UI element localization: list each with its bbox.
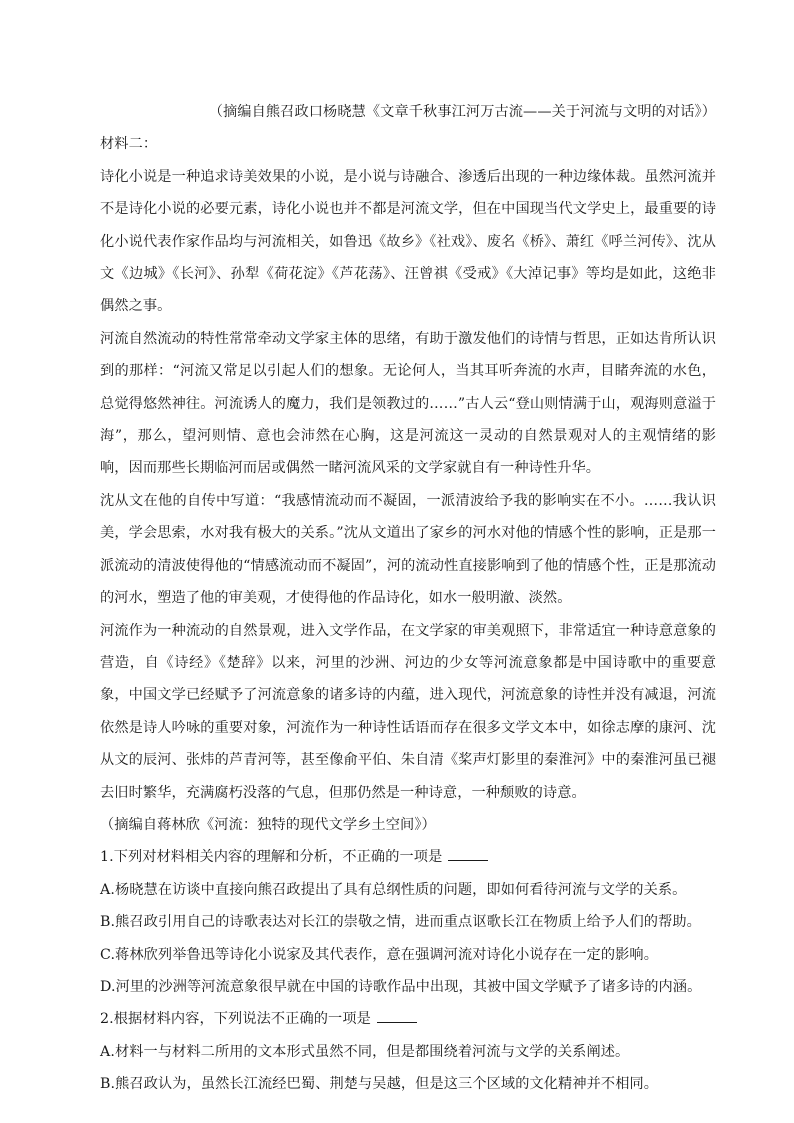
question-2-option-a: A.材料一与材料二所用的文本形式虽然不同，但是都围绕着河流与文学的关系阐述。 [100,1043,630,1060]
question-1-option-d: D.河里的沙洲等河流意象很早就在中国的诗歌作品中出现，其被中国文学赋予了诸多诗的内涵。 [100,978,702,995]
paragraph-1: 诗化小说是一种追求诗美效果的小说，是小说与诗融合、渗透后出现的一种边缘体裁。虽然河流并不是诗化小说的必要元素，诗化小说也并不都是河流文学，但在中国现当代文学史上，最重要的诗化小说代表作家作品均与河流相关，如鲁迅《故乡》《社戏》、废名《桥》、萧红《呼兰河传》、沈从文《边城》《长河》、孙犁《荷花淀》《芦花荡》、汪曾祺《受戒》《大淖记事》等均是如此，这绝非偶然之事。 [100,168,716,315]
paragraph-4: 河流作为一种流动的自然景观，进入文学作品，在文学家的审美观照下，非常适宜一种诗意意象的营造，自《诗经》《楚辞》以来，河里的沙洲、河边的少女等河流意象都是中国诗歌中的重要意象，中国文学已经赋予了河流意象的诸多诗的内蕴，进入现代，河流意象的诗性并没有减退，河流依然是诗人吟咏的重要对象，河流作为一种诗性话语而存在很多文学文本中，如徐志摩的康河、沈从文的辰河、张炜的芦青河等，甚至像俞平伯、朱自清《桨声灯影里的秦淮河》中的秦淮河虽已褪去旧时繁华，充满腐朽没落的气息，但那仍然是一种诗意，一种颓败的诗意。 [100,622,716,801]
document-page [100,96,716,1101]
answer-blank [448,859,488,861]
answer-blank [377,1021,417,1023]
paragraph-2: 河流自然流动的特性常常牵动文学家主体的思绪，有助于激发他们的诗情与哲思，正如达肯所认识到的那样：“河流又常足以引起人们的想象。无论何人，当其耳听奔流的水声，目睹奔流的水色，总觉得悠然神往。河流诱人的魔力，我们是领教过的……”古人云“登山则情满于山，观海则意溢于海”，那么，望河则情、意也会沛然在心胸，这是河流这一灵动的自然景观对人的主观情绪的影响，因而那些长期临河而居或偶然一睹河流风采的文学家就自有一种诗性升华。 [100,330,716,477]
question-1-text: 1.下列对材料相关内容的理解和分析，不正确的一项是 [100,849,443,866]
question-2-stem [100,1003,716,1035]
question-1-option-b: B.熊召政引用自己的诗歌表达对长江的崇敬之情，进而重点讴歌长江在物质上给予人们的帮助。 [100,914,701,931]
question-1-option-c: C.蒋林欣列举鲁迅等诗化小说家及其代表作，意在强调河流对诗化小说存在一定的影响。 [100,946,658,963]
question-2-text: 2.根据材料内容，下列说法不正确的一项是 [100,1011,371,1028]
question-2-option-b: B.熊召政认为，虽然长江流经巴蜀、荆楚与吴越，但是这三个区域的文化精神并不相同。 [100,1076,659,1093]
source-citation-1: （摘编自熊召政口杨晓慧《文章千秋事江河万古流——关于河流与文明的对话》） [208,104,716,120]
source-citation-2: （摘编自蒋林欣《河流：独特的现代文学乡土空间》） [100,816,436,833]
material-2-title: 材料二： [100,136,158,153]
question-1-stem [100,841,716,873]
paragraph-3: 沈从文在他的自传中写道：“我感情流动而不凝固，一派清波给予我的影响实在不小。……我认识美，学会思索，水对我有极大的关系。”沈从文道出了家乡的河水对他的情感个性的影响，正是那一派流动的清波使得他的“情感流动而不凝固”，河的流动性直接影响到了他的情感个性，正是那流动的河水，塑造了他的审美观，才使得他的作品诗化，如水一般明澈、淡然。 [100,492,716,607]
question-1-option-a: A.杨晓慧在访谈中直接向熊召政提出了具有总纲性质的问题，即如何看待河流与文学的关系。 [100,881,687,898]
